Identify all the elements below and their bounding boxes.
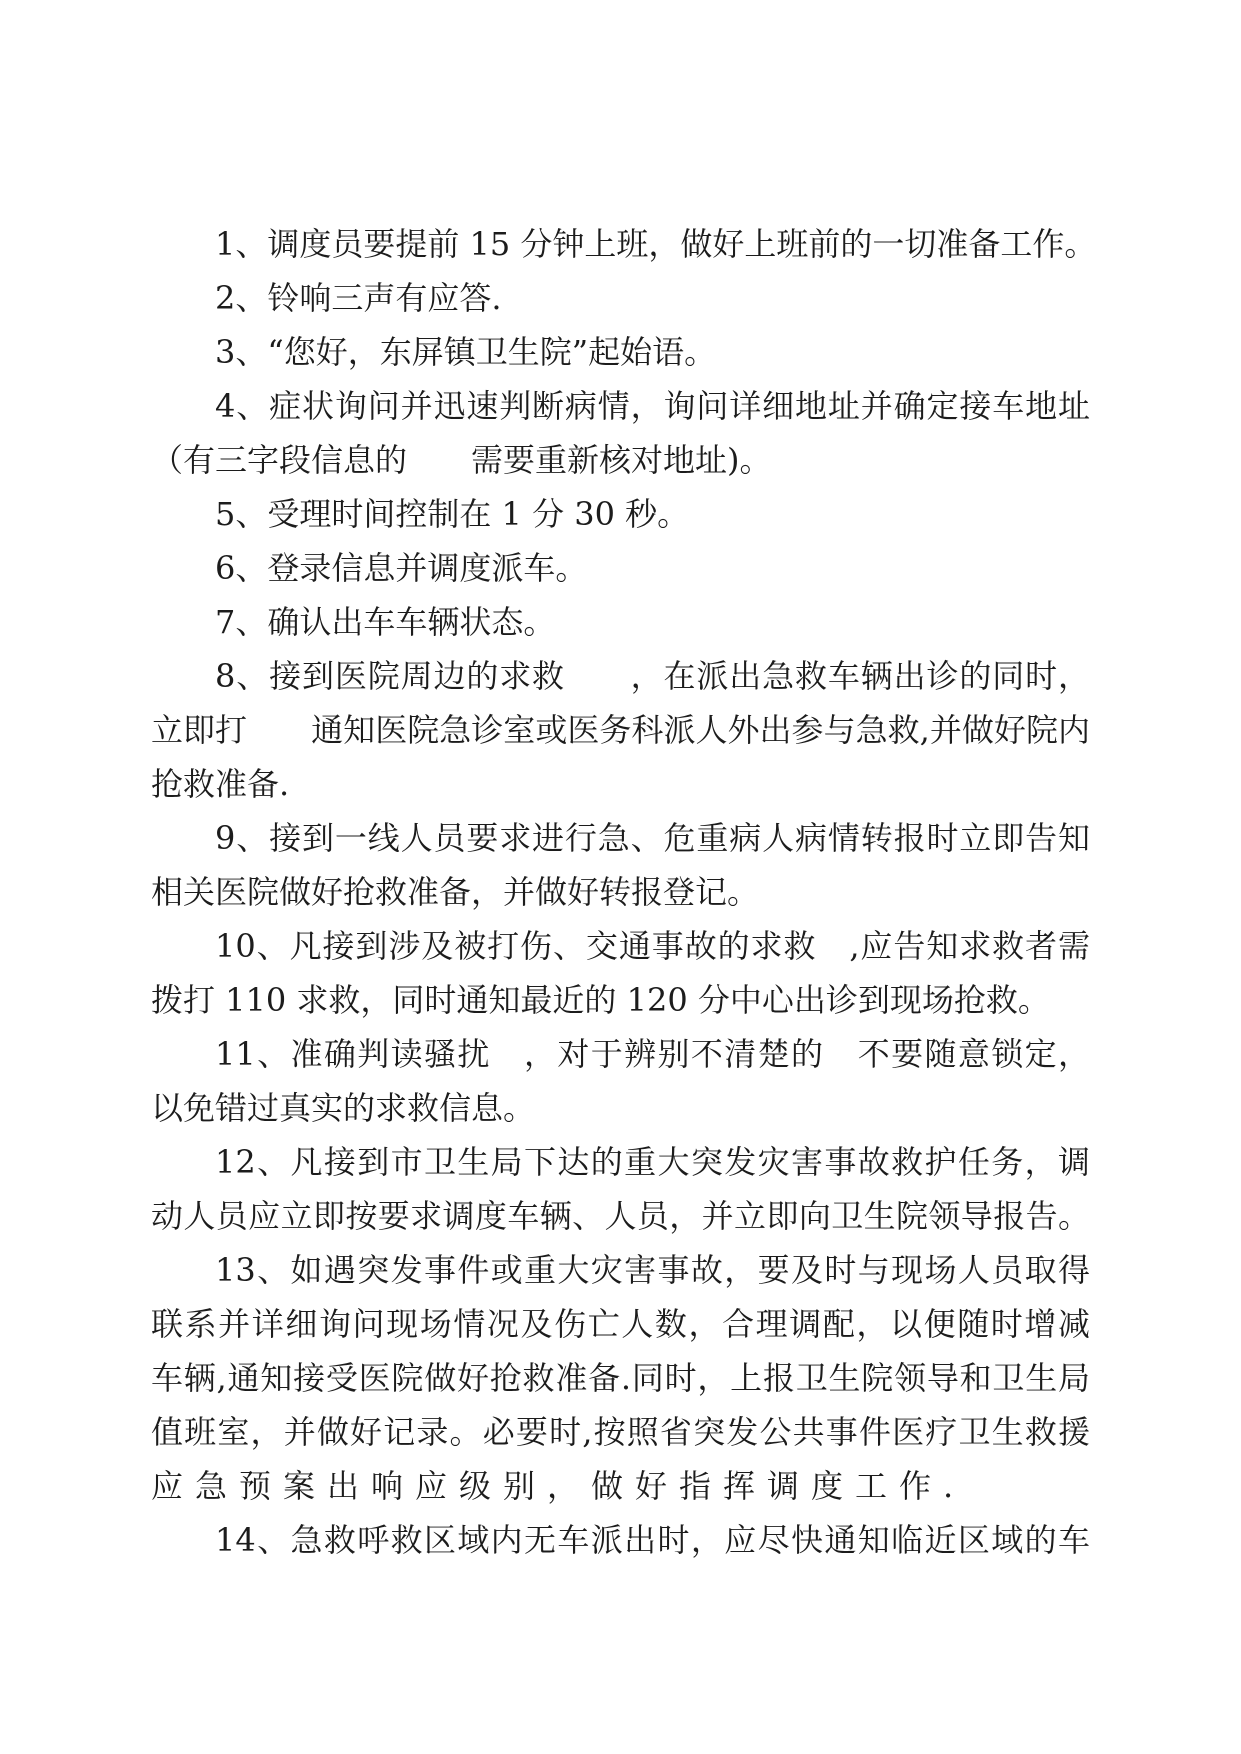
text-line: 相关医院做好抢救准备，并做好转报登记。	[151, 873, 760, 911]
paragraph-item-14	[151, 1513, 1090, 1567]
text-line: 10、凡接到涉及被打伤、交通事故的求救 ,应告知求救者需	[215, 927, 1090, 965]
text-line: 3、“您好，东屏镇卫生院”起始语。	[215, 333, 717, 371]
text-line: 2、铃响三声有应答.	[215, 279, 502, 317]
text-line: 拨打 110 求救，同时通知最近的 120 分中心出诊到现场抢救。	[151, 981, 1050, 1019]
paragraph-item-8	[151, 649, 1090, 811]
text-line: 抢救准备.	[151, 765, 290, 803]
text-line: 13、如遇突发事件或重大灾害事故，要及时与现场人员取得	[215, 1251, 1090, 1289]
text-line: 动人员应立即按要求调度车辆、人员，并立即向卫生院领导报告。	[151, 1197, 1090, 1235]
text-line: 8、接到医院周边的求救 ，在派出急救车辆出诊的同时，	[215, 657, 1090, 695]
paragraph-item-3	[151, 325, 1090, 379]
paragraph-item-11	[151, 1027, 1090, 1135]
paragraph-item-1	[151, 217, 1097, 271]
text-line: 立即打 通知医院急诊室或医务科派人外出参与急救,并做好院内	[151, 711, 1090, 749]
body-text	[151, 217, 1097, 1567]
paragraph-item-13	[151, 1243, 1090, 1513]
text-line: 值班室，并做好记录。必要时,按照省突发公共事件医疗卫生救援	[151, 1413, 1090, 1451]
text-line: 联系并详细询问现场情况及伤亡人数，合理调配，以便随时增减	[151, 1305, 1090, 1343]
text-line: 14、急救呼救区域内无车派出时，应尽快通知临近区域的车	[215, 1521, 1090, 1559]
text-line: 7、确认出车车辆状态。	[215, 603, 556, 641]
paragraph-item-10	[151, 919, 1090, 1027]
text-line: 以免错过真实的求救信息。	[151, 1089, 536, 1127]
paragraph-item-9	[151, 811, 1090, 919]
text-line: 11、准确判读骚扰 ，对于辨别不清楚的 不要随意锁定，	[215, 1035, 1090, 1073]
text-line: 9、接到一线人员要求进行急、危重病人病情转报时立即告知	[215, 819, 1090, 857]
text-line: 1、调度员要提前 15 分钟上班，做好上班前的一切准备工作。	[215, 225, 1097, 263]
text-line: 12、凡接到市卫生局下达的重大突发灾害事故救护任务，调	[215, 1143, 1090, 1181]
text-line: 6、登录信息并调度派车。	[215, 549, 588, 587]
text-line: 应急预案出响应级别，做好指挥调度工作.	[151, 1467, 966, 1505]
text-line: 4、症状询问并迅速判断病情，询问详细地址并确定接车地址	[215, 387, 1090, 425]
paragraph-item-2	[151, 271, 1090, 325]
paragraph-item-4	[151, 379, 1090, 487]
text-line: 5、受理时间控制在 1 分 30 秒。	[215, 495, 690, 533]
text-line: （有三字段信息的 需要重新核对地址)。	[151, 441, 772, 479]
text-line: 车辆,通知接受医院做好抢救准备.同时，上报卫生院领导和卫生局	[151, 1359, 1090, 1397]
paragraph-item-6	[151, 541, 1090, 595]
paragraph-item-5	[151, 487, 1090, 541]
paragraph-item-7	[151, 595, 1090, 649]
paragraph-item-12	[151, 1135, 1090, 1243]
